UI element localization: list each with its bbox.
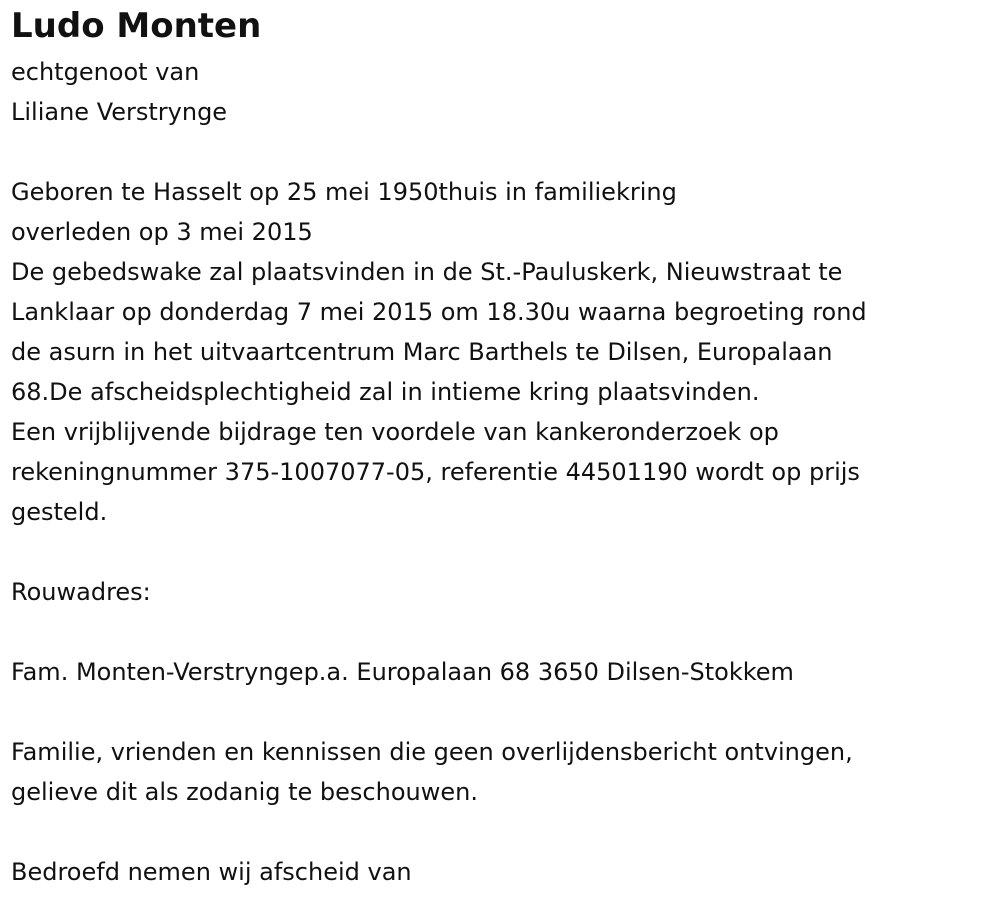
obituary-document xyxy=(11,0,991,892)
body-line: Een vrijblijvende bijdrage ten voordele van kankeronderzoek op xyxy=(11,418,779,446)
spacer xyxy=(11,132,991,172)
notice-line: Familie, vrienden en kennissen die geen overlijdensbericht ontvingen, xyxy=(11,738,853,766)
spouse-name: Liliane Verstrynge xyxy=(11,98,228,126)
closing-text: Bedroefd nemen wij afscheid van xyxy=(11,858,412,886)
relation-text: echtgenoot van xyxy=(11,58,200,86)
spacer xyxy=(11,692,991,732)
address-text: Fam. Monten-Verstryngep.a. Europalaan 68 3650 Dilsen-Stokkem xyxy=(11,658,794,686)
body-line: rekeningnummer 375-1007077-05, referentie 44501190 wordt op prijs xyxy=(11,458,860,486)
notice-line: gelieve dit als zodanig te beschouwen. xyxy=(11,778,478,806)
body-line: overleden op 3 mei 2015 xyxy=(11,218,313,246)
body-line: 68.De afscheidsplechtigheid zal in intieme kring plaatsvinden. xyxy=(11,378,760,406)
body-line: gesteld. xyxy=(11,498,108,526)
address-label: Rouwadres: xyxy=(11,578,151,606)
deceased-name: Ludo Monten xyxy=(11,6,262,46)
body-line: De gebedswake zal plaatsvinden in de St.-Pauluskerk, Nieuwstraat te xyxy=(11,258,843,286)
body-line: Geboren te Hasselt op 25 mei 1950thuis in familiekring xyxy=(11,178,677,206)
body-line: Lanklaar op donderdag 7 mei 2015 om 18.30u waarna begroeting rond xyxy=(11,298,867,326)
spacer xyxy=(11,812,991,852)
body-line: de asurn in het uitvaartcentrum Marc Barthels te Dilsen, Europalaan xyxy=(11,338,833,366)
spacer xyxy=(11,612,991,652)
spacer xyxy=(11,532,991,572)
